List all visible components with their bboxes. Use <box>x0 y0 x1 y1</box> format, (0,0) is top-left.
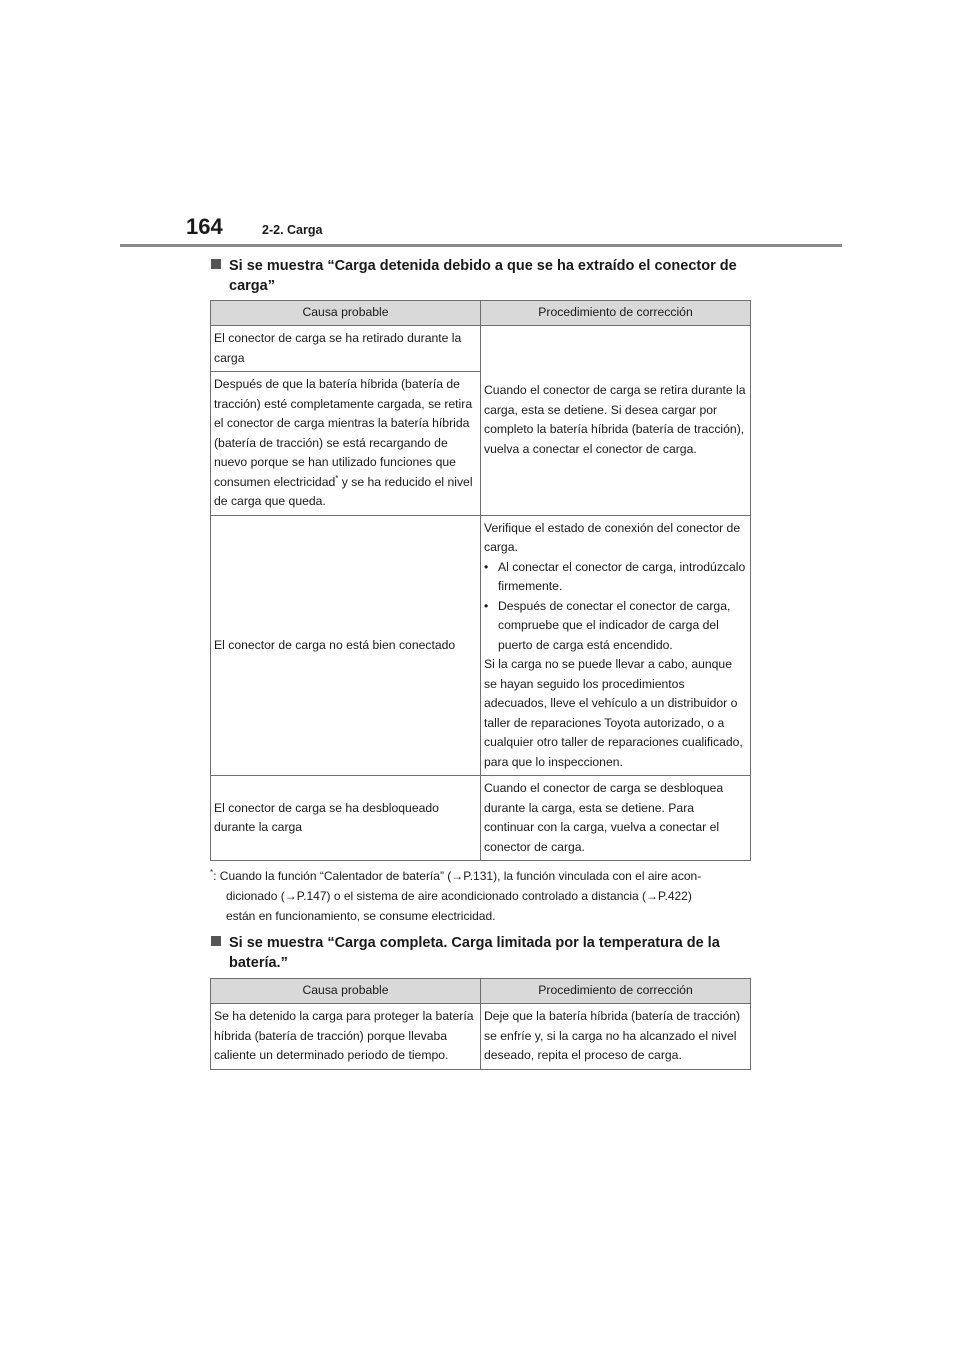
table-cell: Deje que la batería híbrida (batería de tracción) se enfríe y, si la carga no ha alcanzado el nivel deseado, repita el proceso de carga. <box>481 1004 751 1070</box>
col-header-fix: Procedimiento de corrección <box>481 301 751 326</box>
table-cell: Verifique el estado de conexión del conector de carga. • Al conectar el conector de carga, introdúzcalo firmemente. • Después de conectar el conector de carga, compruebe que el indicador de carga del puerto de carga está encendido. Si la carga no se puede llevar a cabo, aunque se hayan seguido los procedimientos adecuados, lleve el vehículo a un distribuidor o taller de reparaciones Toyota autorizado, o a cualquier otro taller de reparaciones cualificado, para que lo inspeccionen. <box>481 515 751 776</box>
col-header-fix: Procedimiento de corrección <box>481 979 751 1004</box>
table-cell: Cuando el conector de carga se desbloquea durante la carga, esta se detiene. Para continuar con la carga, vuelva a conectar el conector de carga. <box>481 776 751 861</box>
col-header-cause: Causa probable <box>211 301 481 326</box>
page-number: 164 <box>186 214 223 239</box>
table-cell: El conector de carga se ha retirado durante la carga <box>211 326 481 372</box>
section1-table <box>210 300 751 861</box>
table-cell: El conector de carga no está bien conectado <box>211 515 481 776</box>
section2-heading: Si se muestra “Carga completa. Carga limitada por la temperatura de la batería.” <box>211 933 751 973</box>
table-cell: Se ha detenido la carga para proteger la batería híbrida (batería de tracción) porque llevaba caliente un determinado periodo de tiempo. <box>211 1004 481 1070</box>
list-item: • Después de conectar el conector de carga, compruebe que el indicador de carga del puerto de carga está encendido. <box>484 598 731 652</box>
square-bullet-icon <box>211 936 221 946</box>
col-header-cause: Causa probable <box>211 979 481 1004</box>
table-cell: El conector de carga se ha desbloqueado durante la carga <box>211 776 481 861</box>
square-bullet-icon <box>211 259 221 269</box>
page-header <box>186 214 322 240</box>
section-title: 2-2. Carga <box>262 223 323 237</box>
table-cell: Cuando el conector de carga se retira durante la carga, esta se detiene. Si desea cargar por completo la batería híbrida (batería de tracción), vuelva a conectar el conector de carga. <box>481 326 751 516</box>
header-rule <box>120 244 842 247</box>
section2-table <box>210 978 751 1070</box>
list-item: • Al conectar el conector de carga, introdúzcalo firmemente. <box>484 559 746 593</box>
footnote: *: Cuando la función “Calentador de batería” (→P.131), la función vinculada con el aire acon- dicionado (→P.147) o el sistema de aire acondicionado controlado a distancia (→P.422) están en funcionamiento, se consume electricidad. <box>210 868 702 923</box>
section1-heading: Si se muestra “Carga detenida debido a que se ha extraído el conector de carga” <box>211 256 751 296</box>
table-cell: Después de que la batería híbrida (batería de tracción) esté completamente cargada, se retira el conector de carga mientras la batería híbrida (batería de tracción) se está recargando de nuevo porque se han utilizado funciones que consumen electricidad* y se ha reducido el nivel de carga que queda. <box>211 372 481 516</box>
